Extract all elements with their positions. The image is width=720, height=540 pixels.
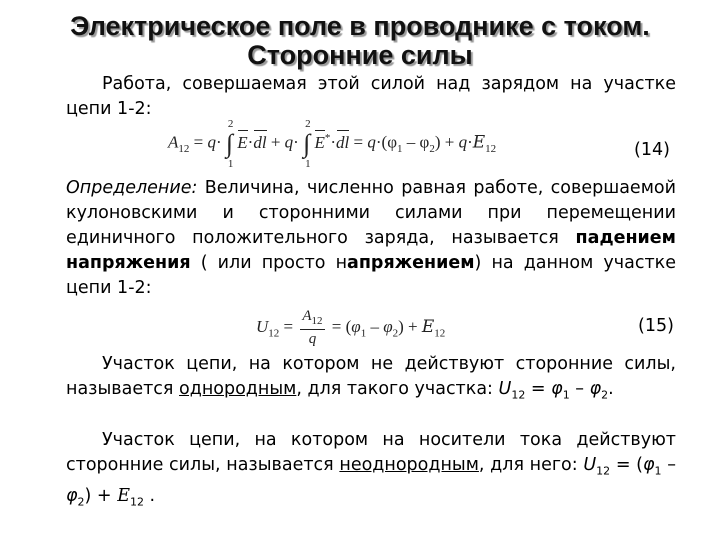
- eq15-phi1: φ: [351, 316, 361, 336]
- intro-paragraph: Работа, совершаемая этой силой над зарядом на участке цепи 1-2:: [66, 74, 676, 119]
- term-voltage: апряжением: [347, 253, 475, 273]
- homog-minus: –: [575, 379, 585, 399]
- homogeneous-text-b: , для такого участка:: [296, 379, 493, 399]
- definition-label: Определение:: [66, 178, 198, 198]
- eq15-phi2-sub: 2: [392, 327, 399, 340]
- eq15-U: U: [256, 316, 269, 336]
- eq15-U-sub: 12: [268, 327, 280, 340]
- homog-phi1: φ: [551, 379, 563, 399]
- eq14-q4: q: [458, 132, 468, 152]
- eq14-emf-sub: 12: [485, 143, 497, 156]
- homog-eq: =: [530, 379, 546, 399]
- inhomog-eq-open: = (: [615, 455, 643, 475]
- definition-text-b: ( или просто н: [200, 253, 348, 273]
- int1-lower: 1: [227, 157, 234, 170]
- eq14-A: A: [168, 132, 179, 152]
- int2-upper: 2: [305, 117, 311, 130]
- equation-15-number: (15): [638, 316, 674, 336]
- homog-phi2: φ: [589, 379, 602, 399]
- eq14-phi2: φ: [419, 132, 430, 152]
- inhomog-end: .: [149, 485, 156, 506]
- eq14-q2: q: [284, 132, 294, 152]
- inhomog-minus: –: [667, 455, 676, 475]
- eq14-Estar-vec: E: [314, 132, 325, 152]
- term-inhomogeneous: неоднородным: [339, 455, 479, 475]
- eq15-num: A: [302, 308, 312, 324]
- eq15-fraction: [300, 308, 324, 348]
- homog-end: .: [608, 379, 614, 399]
- integral-1: ∫ 2 1: [226, 134, 233, 154]
- definition-paragraph: [66, 176, 676, 301]
- eq15-num-sub: 12: [311, 315, 323, 327]
- eq14-star: *: [324, 132, 331, 144]
- title-line-2: Сторонние силы: [247, 40, 473, 70]
- page-title: [0, 12, 720, 70]
- inhomog-U: U: [583, 455, 597, 475]
- equation-14: $A_{12} = q\cdot$ ∫ 2 1 E·dl + q· ∫ 2 1 $E^*\cdot dl = q\cdot(\varphi_1 - \varphi_2) + q\cdot E_{12}$: [168, 132, 496, 155]
- eq14-q3: q: [367, 132, 376, 152]
- eq14-dl2-vec: dl: [336, 132, 350, 152]
- inhomog-close-plus: ) +: [84, 485, 112, 506]
- homogeneous-paragraph: [66, 352, 676, 408]
- inhomog-emf: E: [117, 485, 130, 506]
- inhomog-phi1: φ: [642, 455, 655, 475]
- eq15-phi1-sub: 1: [360, 327, 367, 340]
- int1-upper: 2: [227, 117, 234, 130]
- homogeneous-text-a: Участок цепи, на котором не действуют сторонние силы, называется: [66, 354, 676, 399]
- eq14-q1: q: [207, 132, 216, 152]
- eq14-emf: E: [472, 132, 486, 153]
- inhomog-emf-sub: 12: [129, 495, 144, 508]
- eq15-den: q: [308, 331, 317, 347]
- integral-2: ∫ 2 1: [303, 134, 310, 154]
- term-homogeneous: однородным: [179, 379, 297, 399]
- eq15-emf-sub: 12: [434, 327, 446, 340]
- eq15-phi2: φ: [383, 316, 393, 336]
- eq14-E-vec: E: [237, 132, 248, 152]
- eq14-dl-vec: dl: [253, 132, 267, 152]
- inhomogeneous-paragraph: [66, 428, 676, 514]
- equation-15: $U_{12}$ = $\frac{A_{12}}{q}$ = $(\varphi_1 - \varphi_2) + E_{12}$: [256, 308, 446, 347]
- eq15-emf: E: [421, 316, 435, 337]
- eq14-A-sub: 12: [178, 143, 190, 156]
- term-voltage-drop: падением напряжения: [66, 228, 676, 273]
- eq14-phi1-sub: 1: [397, 143, 403, 156]
- inhomogeneous-text-a: Участок цепи, на котором на носители тока действуют сторонние силы, называется: [66, 430, 676, 475]
- definition-text-a: Величина, численно равная работе, совершаемой кулоновскими и сторонними силами при перемещении единичного положительного заряда, называется: [66, 178, 676, 248]
- inhomog-phi2-sub: 2: [77, 495, 85, 508]
- equation-14-number: (14): [634, 140, 670, 160]
- inhomog-U-sub: 12: [596, 464, 611, 478]
- homog-U-sub: 12: [511, 388, 526, 402]
- eq14-phi1: φ: [387, 132, 397, 152]
- homog-phi1-sub: 1: [562, 388, 570, 402]
- homog-phi2-sub: 2: [601, 388, 609, 402]
- homog-U: U: [498, 379, 512, 399]
- int2-lower: 1: [305, 157, 311, 170]
- definition-text-c: ) на данном участке цепи 1-2:: [66, 253, 676, 298]
- eq14-phi2-sub: 2: [429, 143, 435, 156]
- inhomog-phi1-sub: 1: [654, 464, 662, 478]
- inhomog-phi2: φ: [66, 485, 78, 506]
- title-line-1: Электрическое поле в проводнике с током.: [70, 11, 650, 41]
- inhomogeneous-text-b: , для него:: [478, 455, 578, 475]
